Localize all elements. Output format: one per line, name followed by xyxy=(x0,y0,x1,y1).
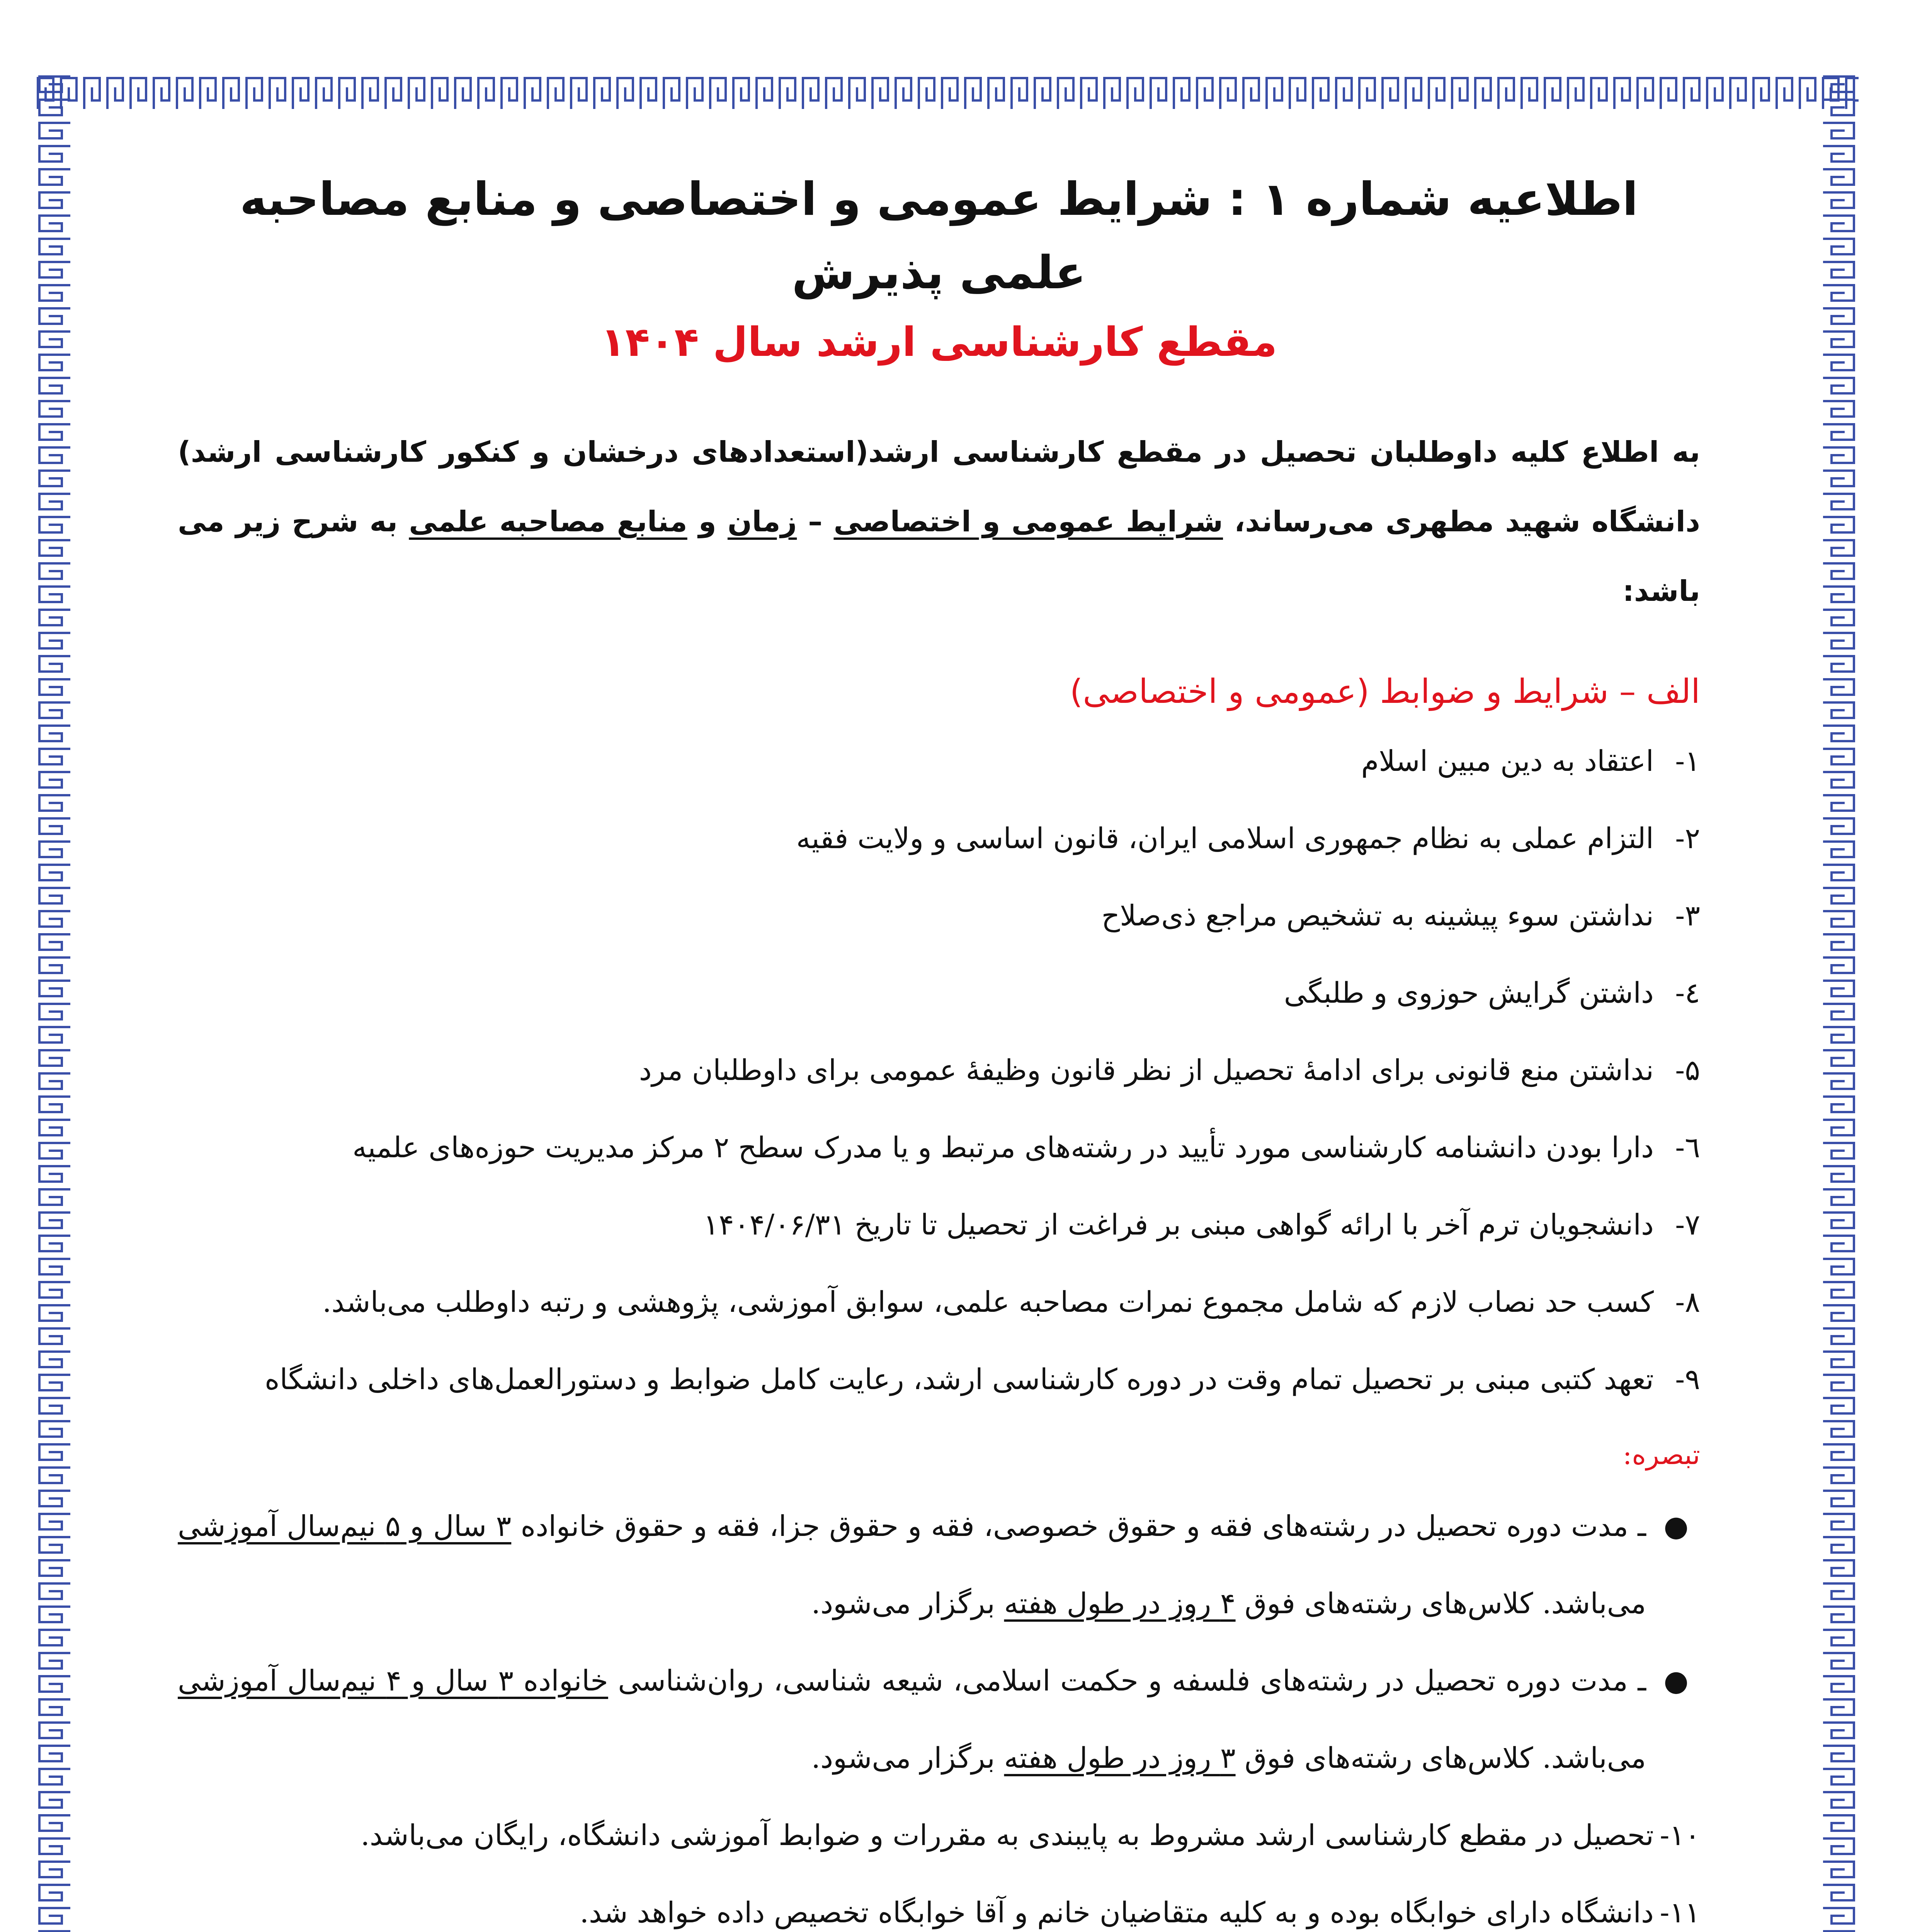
bullet-icon: ● xyxy=(1663,1510,1689,1543)
item-text: داشتن گرایش حوزوی و طلبگی xyxy=(1284,976,1654,1010)
bullet-underlined-days: ۳ روز در طول هفته xyxy=(1004,1742,1236,1775)
bullet-item xyxy=(178,1642,1689,1797)
page-subtitle: مقطع کارشناسی ارشد سال ۱۴۰۴ xyxy=(600,318,1277,366)
greek-key-border-top xyxy=(35,73,1859,112)
note-bullet-list xyxy=(178,1488,1700,1797)
list-item xyxy=(178,954,1700,1032)
conditions-list xyxy=(178,723,1700,1418)
intro-text-3: و xyxy=(687,505,728,538)
item-text: دارا بودن دانشنامه کارشناسی مورد تأیید در رشته‌های مرتبط و یا مدرک سطح ۲ مرکز مدیریت حوزه‌های علمیه xyxy=(352,1131,1654,1164)
item-text: تعهد کتبی مبنی بر تحصیل تمام وقت در دوره کارشناسی ارشد، رعایت کامل ضوابط و دستورالعمل‌های داخلی دانشگاه xyxy=(265,1363,1654,1396)
item-text: نداشتن سوء پیشینه به تشخیص مراجع ذی‌صلاح xyxy=(1101,899,1654,932)
item-number: ۳- xyxy=(1675,899,1700,932)
page-title: اطلاعیه شماره ۱ : شرایط عمومی و اختصاصی و منابع مصاحبه علمی پذیرش xyxy=(240,172,1638,299)
intro-text-1: به اطلاع کلیه داوطلبان تحصیل در مقطع کارشناسی ارشد(استعدادهای درخشان و کنکور کارشناسی ارشد) دانشگاه شهید مطهری می‌رساند، xyxy=(178,435,1701,538)
item-text: دانشگاه دارای خوابگاه بوده و به کلیه متقاضیان خانم و آقا خوابگاه تخصیص داده خواهد شد. xyxy=(580,1896,1654,1929)
document-content xyxy=(178,162,1700,1932)
intro-paragraph xyxy=(178,417,1700,626)
item-text: التزام عملی به نظام جمهوری اسلامی ایران، قانون اساسی و ولایت فقیه xyxy=(796,822,1654,855)
list-item xyxy=(178,1109,1700,1186)
intro-underlined-sources: منابع مصاحبه علمی xyxy=(409,505,687,538)
item-number: ٦- xyxy=(1675,1131,1700,1164)
intro-text-2: – xyxy=(797,505,834,538)
item-number: ۱۱- xyxy=(1660,1896,1700,1929)
bullet-icon: ● xyxy=(1663,1664,1689,1697)
bullet-text xyxy=(178,1642,1646,1797)
item-text: دانشجویان ترم آخر با ارائه گواهی مبنی بر فراغت از تحصیل تا تاریخ ۱۴۰۴/۰۶/۳۱ xyxy=(703,1208,1654,1242)
list-item xyxy=(178,1032,1700,1109)
bullet-text-part: برگزار می‌شود. xyxy=(811,1587,1004,1620)
item-number: ۵- xyxy=(1675,1054,1700,1087)
bullet-text-part: می‌باشد. کلاس‌های رشته‌های فوق xyxy=(1235,1587,1646,1620)
bullet-text-part: برگزار می‌شود. xyxy=(811,1742,1004,1775)
section-heading-conditions: الف – شرایط و ضوابط (عمومی و اختصاصی) xyxy=(1070,672,1700,711)
bullet-text xyxy=(178,1488,1646,1642)
item-number: ۱- xyxy=(1675,745,1700,778)
list-item xyxy=(178,800,1700,877)
item-number: ٤- xyxy=(1675,976,1700,1010)
bullet-text-part: ـ مدت دوره تحصیل در رشته‌های فلسفه و حکمت اسلامی، شیعه شناسی، روان‌شناسی xyxy=(608,1664,1646,1697)
list-item xyxy=(178,1264,1700,1341)
greek-key-border-right xyxy=(1820,73,1859,1932)
list-item xyxy=(178,1341,1700,1418)
item-text: اعتقاد به دین مبین اسلام xyxy=(1361,745,1654,778)
item-text: نداشتن منع قانونی برای ادامهٔ تحصیل از نظر قانون وظیفهٔ عمومی برای داوطلبان مرد xyxy=(639,1054,1654,1087)
item-number: ۸- xyxy=(1675,1286,1700,1319)
bullet-text-part: ـ مدت دوره تحصیل در رشته‌های فقه و حقوق خصوصی، فقه و حقوق جزا، فقه و حقوق خانواده xyxy=(511,1510,1646,1543)
list-item xyxy=(178,1797,1700,1874)
list-item xyxy=(178,1186,1700,1264)
item-number: ۷- xyxy=(1675,1208,1700,1242)
greek-key-border-left xyxy=(35,73,73,1932)
list-item xyxy=(178,877,1700,954)
conditions-list-continued xyxy=(178,1797,1700,1932)
item-number: ۲- xyxy=(1675,822,1700,855)
bullet-underlined-duration: ۳ سال و ۵ نیم‌سال آموزشی xyxy=(178,1510,512,1543)
bullet-underlined-duration: خانواده ۳ سال و ۴ نیم‌سال آموزشی xyxy=(178,1664,608,1697)
bullet-text-part: می‌باشد. کلاس‌های رشته‌های فوق xyxy=(1235,1742,1646,1775)
item-text: کسب حد نصاب لازم که شامل مجموع نمرات مصاحبه علمی، سوابق آموزشی، پژوهشی و رتبه داوطلب می‌باشد. xyxy=(322,1286,1654,1319)
bullet-item xyxy=(178,1488,1689,1642)
intro-text-4: به شرح زیر می باشد: xyxy=(178,505,1700,608)
item-text: تحصیل در مقطع کارشناسی ارشد مشروط به پایبندی به مقررات و ضوابط آموزشی دانشگاه، رایگان می‌باشد. xyxy=(361,1819,1654,1852)
intro-underlined-conditions: شرایط عمومی و اختصاصی xyxy=(833,505,1223,538)
note-label: تبصره: xyxy=(1622,1439,1700,1471)
item-number: ۱۰- xyxy=(1660,1819,1700,1852)
list-item xyxy=(178,723,1700,800)
bullet-underlined-days: ۴ روز در طول هفته xyxy=(1004,1587,1236,1620)
list-item xyxy=(178,1874,1700,1932)
intro-underlined-time: زمان xyxy=(727,505,797,538)
item-number: ۹- xyxy=(1675,1363,1700,1396)
